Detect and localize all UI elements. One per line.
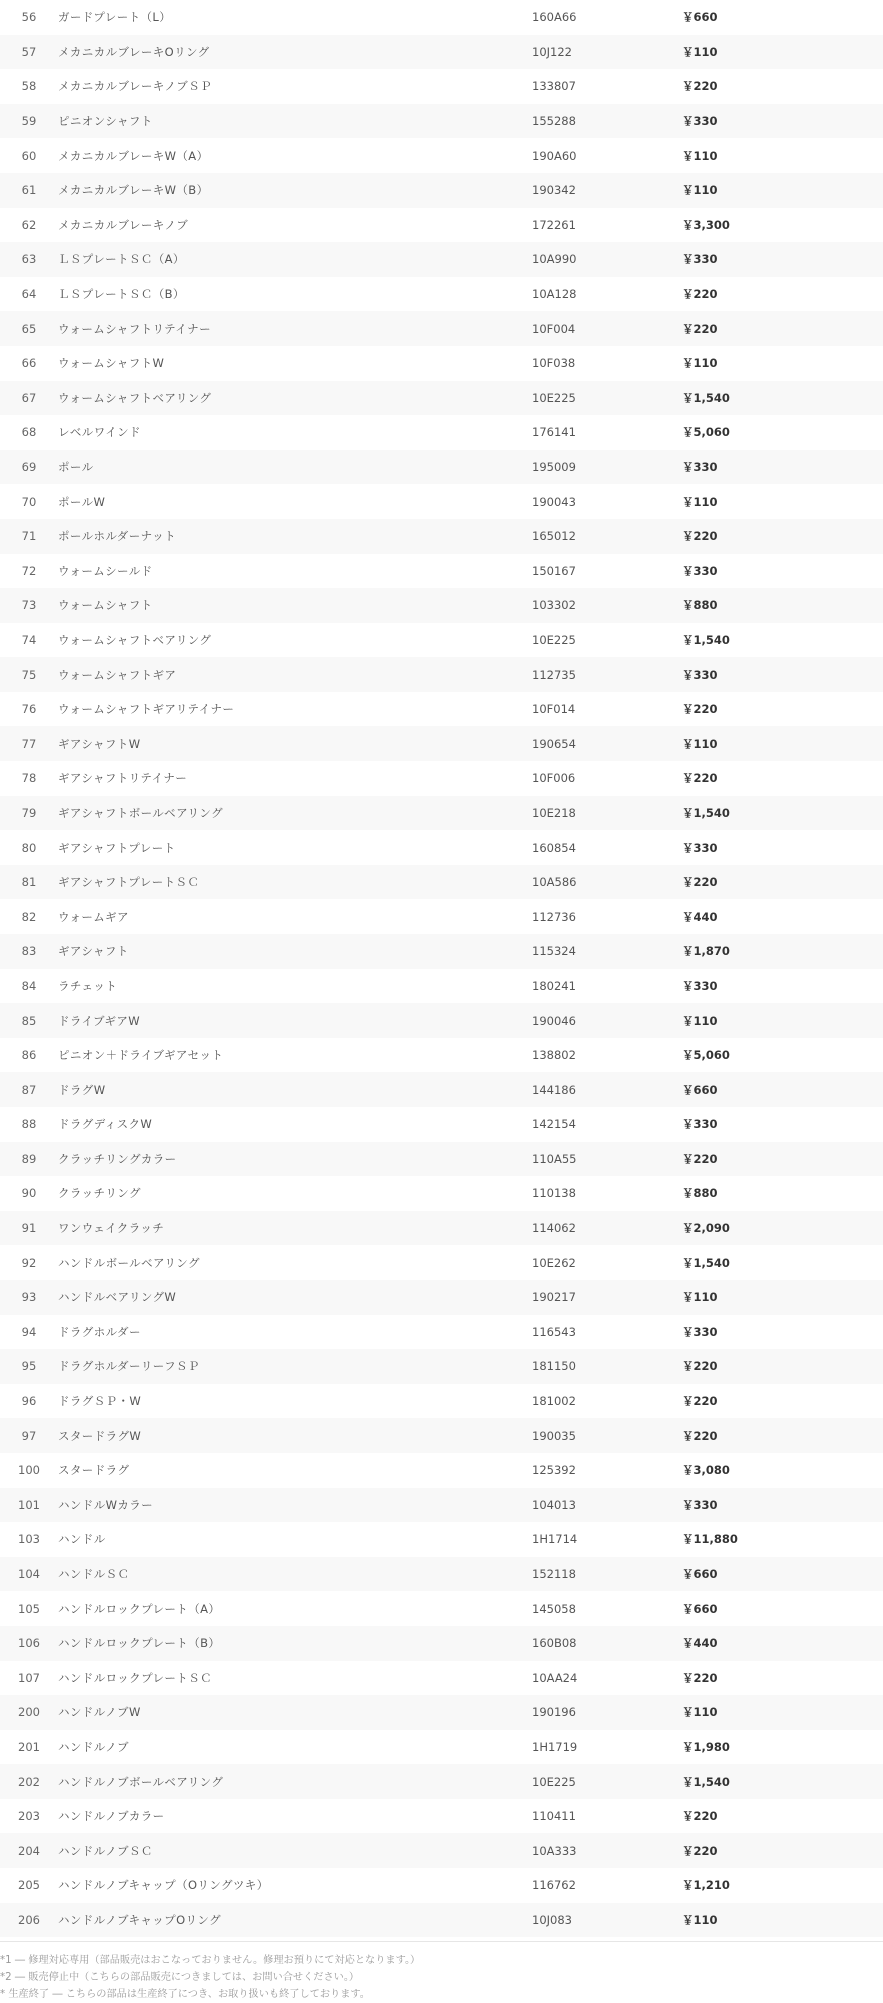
part-name: メカニカルブレーキノブＳＰ <box>58 79 213 94</box>
part-number: 202 <box>18 1774 40 1789</box>
part-price: ￥110 <box>682 356 718 371</box>
table-row <box>0 346 883 381</box>
part-name: ラチェット <box>58 978 118 993</box>
part-name: ポールホルダーナット <box>58 529 177 544</box>
table-row <box>0 104 883 139</box>
part-price: ￥880 <box>682 598 718 613</box>
part-name: ウォームシャフトギア <box>58 667 177 682</box>
footnotes <box>0 1941 883 2003</box>
part-name: ドライブギアW <box>58 1013 141 1028</box>
table-row <box>0 484 883 519</box>
part-number: 93 <box>21 1290 37 1305</box>
part-price: ￥110 <box>682 736 718 751</box>
part-name: ウォームシャフトベアリング <box>58 632 212 647</box>
part-name: メカニカルブレーキW（B） <box>58 183 209 198</box>
part-price: ￥1,540 <box>682 805 730 820</box>
table-row <box>0 381 883 416</box>
part-price: ￥110 <box>682 494 718 509</box>
part-name: メカニカルブレーキノブ <box>58 217 189 232</box>
table-row <box>0 415 883 450</box>
part-number: 74 <box>21 632 37 647</box>
table-row <box>0 311 883 346</box>
part-name: ピニオンシャフト <box>58 114 153 129</box>
part-price: ￥880 <box>682 1186 718 1201</box>
part-name: ハンドルノブボールベアリング <box>58 1774 224 1789</box>
table-row <box>0 657 883 692</box>
part-name: ハンドルWカラー <box>58 1497 154 1512</box>
part-price: ￥220 <box>682 1670 718 1685</box>
table-row <box>0 1730 883 1765</box>
part-number: 107 <box>18 1670 40 1685</box>
part-price: ￥110 <box>682 1705 718 1720</box>
part-name: ギアシャフトW <box>58 736 141 751</box>
part-number: 67 <box>21 390 37 405</box>
table-row <box>0 830 883 865</box>
part-code: 133807 <box>532 79 576 94</box>
part-price: ￥220 <box>682 1809 718 1824</box>
part-code: 190043 <box>532 494 576 509</box>
part-number: 204 <box>18 1843 40 1858</box>
part-name: ピニオン＋ドライブギアセット <box>58 1048 224 1063</box>
part-code: 160B08 <box>532 1636 577 1651</box>
part-number: 84 <box>21 978 37 993</box>
part-code: 190342 <box>532 183 576 198</box>
part-number: 97 <box>21 1428 37 1443</box>
part-code: 125392 <box>532 1463 576 1478</box>
table-row <box>0 1142 883 1177</box>
table-row <box>0 934 883 969</box>
part-number: 200 <box>18 1705 40 1720</box>
table-row <box>0 519 883 554</box>
part-price: ￥220 <box>682 1843 718 1858</box>
part-number: 63 <box>21 252 37 267</box>
part-number: 80 <box>21 840 37 855</box>
table-row <box>0 588 883 623</box>
footnote: *2 ― 販売停止中（こちらの部品販売につきましては、お問い合せください。） <box>0 1972 360 1984</box>
part-number: 69 <box>21 460 37 475</box>
part-code: 10A128 <box>532 287 577 302</box>
part-price: ￥660 <box>682 1601 718 1616</box>
part-code: 165012 <box>532 529 576 544</box>
part-number: 103 <box>18 1532 40 1547</box>
part-price: ￥220 <box>682 771 718 786</box>
part-price: ￥330 <box>682 252 718 267</box>
part-code: 10E225 <box>532 390 576 405</box>
part-number: 88 <box>21 1117 37 1132</box>
part-name: ドラグディスクW <box>58 1117 153 1132</box>
table-row <box>0 865 883 900</box>
part-price: ￥220 <box>682 287 718 302</box>
part-number: 106 <box>18 1636 40 1651</box>
table-row <box>0 554 883 589</box>
table-row <box>0 1591 883 1626</box>
part-price: ￥220 <box>682 875 718 890</box>
part-code: 190A60 <box>532 148 577 163</box>
part-price: ￥1,980 <box>682 1739 730 1754</box>
part-code: 10E218 <box>532 805 576 820</box>
part-name: ポールW <box>58 494 106 509</box>
part-price: ￥220 <box>682 79 718 94</box>
part-price: ￥660 <box>682 1082 718 1097</box>
part-code: 110138 <box>532 1186 576 1201</box>
table-row <box>0 277 883 312</box>
part-number: 77 <box>21 736 37 751</box>
part-price: ￥330 <box>682 1324 718 1339</box>
part-number: 68 <box>21 425 37 440</box>
part-price: ￥330 <box>682 978 718 993</box>
part-name: ウォームギア <box>58 909 129 924</box>
table-row <box>0 1280 883 1315</box>
part-code: 176141 <box>532 425 576 440</box>
part-name: ハンドルノブカラー <box>58 1809 165 1824</box>
part-name: メカニカルブレーキW（A） <box>58 148 209 163</box>
part-name: クラッチリング <box>58 1186 141 1201</box>
part-price: ￥330 <box>682 114 718 129</box>
part-number: 72 <box>21 563 37 578</box>
part-code: 10A990 <box>532 252 577 267</box>
part-name: ギアシャフト <box>58 944 129 959</box>
part-price: ￥330 <box>682 460 718 475</box>
part-price: ￥330 <box>682 840 718 855</box>
part-price: ￥1,540 <box>682 390 730 405</box>
part-number: 61 <box>21 183 37 198</box>
part-price: ￥660 <box>682 10 718 25</box>
part-code: 190035 <box>532 1428 576 1443</box>
part-number: 73 <box>21 598 37 613</box>
part-name: ハンドルロックプレート（B） <box>58 1636 221 1651</box>
table-row <box>0 1626 883 1661</box>
part-code: 190654 <box>532 736 576 751</box>
table-row <box>0 899 883 934</box>
part-code: 112735 <box>532 667 576 682</box>
part-name: ハンドルノブ <box>58 1739 129 1754</box>
table-row <box>0 1833 883 1868</box>
part-name: ハンドルロックプレート（A） <box>58 1601 221 1616</box>
part-name: ハンドルノブW <box>58 1705 141 1720</box>
part-price: ￥330 <box>682 1497 718 1512</box>
table-row <box>0 1661 883 1696</box>
part-code: 172261 <box>532 217 576 232</box>
part-code: 10F004 <box>532 321 576 336</box>
part-number: 91 <box>21 1221 37 1236</box>
part-price: ￥2,090 <box>682 1221 730 1236</box>
table-row <box>0 173 883 208</box>
part-number: 96 <box>21 1394 37 1409</box>
part-number: 59 <box>21 114 37 129</box>
part-code: 160A66 <box>532 10 577 25</box>
part-price: ￥330 <box>682 563 718 578</box>
part-code: 103302 <box>532 598 576 613</box>
part-code: 10J122 <box>532 44 572 59</box>
part-name: ハンドルロックプレートＳＣ <box>58 1670 213 1685</box>
part-code: 110411 <box>532 1809 576 1824</box>
part-number: 78 <box>21 771 37 786</box>
table-row <box>0 1384 883 1419</box>
part-name: ウォームシャフトリテイナー <box>58 321 211 336</box>
part-name: ウォームシールド <box>58 563 153 578</box>
footnote: * 生産終了 ― こちらの部品は生産終了につき、お取り扱いも終了しております。 <box>0 1989 370 2001</box>
table-row <box>0 0 883 35</box>
part-code: 142154 <box>532 1117 576 1132</box>
table-row <box>0 1176 883 1211</box>
part-name: ウォームシャフトW <box>58 356 165 371</box>
part-code: 116543 <box>532 1324 576 1339</box>
table-row <box>0 1315 883 1350</box>
part-code: 145058 <box>532 1601 576 1616</box>
table-row <box>0 35 883 70</box>
part-number: 65 <box>21 321 37 336</box>
part-price: ￥3,080 <box>682 1463 730 1478</box>
part-number: 76 <box>21 702 37 717</box>
part-code: 10F006 <box>532 771 576 786</box>
table-row <box>0 796 883 831</box>
part-price: ￥220 <box>682 321 718 336</box>
table-row <box>0 1349 883 1384</box>
part-price: ￥220 <box>682 1151 718 1166</box>
part-name: ワンウェイクラッチ <box>58 1221 165 1236</box>
part-name: メカニカルブレーキOリング <box>58 44 210 59</box>
part-price: ￥220 <box>682 1359 718 1374</box>
part-number: 56 <box>21 10 37 25</box>
table-row <box>0 1245 883 1280</box>
part-price: ￥1,540 <box>682 632 730 647</box>
part-code: 116762 <box>532 1878 576 1893</box>
part-name: ドラグホルダー <box>58 1324 141 1339</box>
table-row <box>0 1211 883 1246</box>
table-row <box>0 1488 883 1523</box>
part-number: 66 <box>21 356 37 371</box>
part-code: 10A333 <box>532 1843 577 1858</box>
part-code: 160854 <box>532 840 576 855</box>
part-price: ￥110 <box>682 1912 718 1927</box>
part-code: 181002 <box>532 1394 576 1409</box>
part-price: ￥110 <box>682 44 718 59</box>
part-number: 203 <box>18 1809 40 1824</box>
part-code: 180241 <box>532 978 576 993</box>
part-code: 10F014 <box>532 702 576 717</box>
part-name: ハンドルボールベアリング <box>58 1255 200 1270</box>
table-row <box>0 1903 883 1938</box>
table-row <box>0 1107 883 1142</box>
part-code: 1H1714 <box>532 1532 578 1547</box>
part-number: 90 <box>21 1186 37 1201</box>
table-row <box>0 726 883 761</box>
part-code: 10E225 <box>532 632 576 647</box>
part-number: 82 <box>21 909 37 924</box>
part-number: 205 <box>18 1878 40 1893</box>
part-price: ￥11,880 <box>682 1532 738 1547</box>
part-price: ￥330 <box>682 1117 718 1132</box>
part-code: 138802 <box>532 1048 576 1063</box>
part-number: 64 <box>21 287 37 302</box>
part-number: 94 <box>21 1324 37 1339</box>
part-name: ウォームシャフト <box>58 598 153 613</box>
part-code: 1H1719 <box>532 1739 578 1754</box>
part-name: ウォームシャフトベアリング <box>58 390 212 405</box>
table-row <box>0 969 883 1004</box>
part-code: 190046 <box>532 1013 576 1028</box>
part-number: 83 <box>21 944 37 959</box>
part-number: 87 <box>21 1082 37 1097</box>
part-name: レベルワインド <box>58 425 141 440</box>
part-code: 190217 <box>532 1290 576 1305</box>
part-code: 10E262 <box>532 1255 576 1270</box>
part-number: 201 <box>18 1739 40 1754</box>
table-row <box>0 208 883 243</box>
part-number: 104 <box>18 1567 40 1582</box>
part-number: 206 <box>18 1912 40 1927</box>
part-number: 81 <box>21 875 37 890</box>
table-row <box>0 1695 883 1730</box>
part-name: ハンドルベアリングW <box>58 1290 177 1305</box>
part-number: 62 <box>21 217 37 232</box>
table-row <box>0 242 883 277</box>
part-code: 195009 <box>532 460 576 475</box>
part-name: ポール <box>58 460 94 475</box>
table-row <box>0 1868 883 1903</box>
part-name: ＬＳプレートＳＣ（A） <box>58 252 185 267</box>
part-name: ハンドルノブＳＣ <box>58 1843 153 1858</box>
table-row <box>0 1453 883 1488</box>
table-row <box>0 138 883 173</box>
part-price: ￥330 <box>682 667 718 682</box>
part-number: 86 <box>21 1048 37 1063</box>
part-number: 71 <box>21 529 37 544</box>
part-name: ウォームシャフトギアリテイナー <box>58 702 235 717</box>
part-price: ￥1,540 <box>682 1774 730 1789</box>
part-number: 58 <box>21 79 37 94</box>
part-number: 60 <box>21 148 37 163</box>
table-row <box>0 1003 883 1038</box>
part-number: 70 <box>21 494 37 509</box>
part-name: ハンドルＳＣ <box>58 1567 130 1582</box>
part-code: 114062 <box>532 1221 576 1236</box>
table-row <box>0 1764 883 1799</box>
part-code: 150167 <box>532 563 576 578</box>
part-price: ￥110 <box>682 183 718 198</box>
part-number: 105 <box>18 1601 40 1616</box>
part-name: スタードラグ <box>58 1463 130 1478</box>
part-number: 79 <box>21 805 37 820</box>
part-price: ￥1,870 <box>682 944 730 959</box>
part-code: 181150 <box>532 1359 576 1374</box>
part-code: 10AA24 <box>532 1670 578 1685</box>
part-code: 190196 <box>532 1705 576 1720</box>
part-price: ￥110 <box>682 148 718 163</box>
part-code: 10A586 <box>532 875 577 890</box>
part-name: ギアシャフトボールベアリング <box>58 805 223 820</box>
part-code: 10F038 <box>532 356 576 371</box>
table-row <box>0 1072 883 1107</box>
part-name: ギアシャフトプレート <box>58 840 176 855</box>
part-name: クラッチリングカラー <box>58 1151 177 1166</box>
part-price: ￥220 <box>682 702 718 717</box>
part-name: ドラグW <box>58 1082 106 1097</box>
table-row <box>0 1418 883 1453</box>
part-price: ￥110 <box>682 1013 718 1028</box>
part-price: ￥220 <box>682 1428 718 1443</box>
part-name: ＬＳプレートＳＣ（B） <box>58 287 185 302</box>
part-number: 100 <box>18 1463 40 1478</box>
part-price: ￥5,060 <box>682 425 730 440</box>
part-code: 10E225 <box>532 1774 576 1789</box>
table-row <box>0 1799 883 1834</box>
part-price: ￥5,060 <box>682 1048 730 1063</box>
part-price: ￥3,300 <box>682 217 730 232</box>
part-code: 104013 <box>532 1497 576 1512</box>
part-price: ￥1,540 <box>682 1255 730 1270</box>
part-code: 110A55 <box>532 1151 577 1166</box>
part-price: ￥660 <box>682 1567 718 1582</box>
part-number: 92 <box>21 1255 37 1270</box>
part-number: 95 <box>21 1359 37 1374</box>
part-code: 152118 <box>532 1567 576 1582</box>
part-code: 144186 <box>532 1082 576 1097</box>
part-name: スタードラグW <box>58 1428 142 1443</box>
part-price: ￥220 <box>682 1394 718 1409</box>
part-name: ハンドルノブキャップ（Oリングツキ） <box>58 1878 269 1893</box>
table-row <box>0 761 883 796</box>
part-name: ハンドル <box>58 1532 106 1547</box>
part-code: 155288 <box>532 114 576 129</box>
part-price: ￥1,210 <box>682 1878 730 1893</box>
part-number: 101 <box>18 1497 40 1512</box>
part-price: ￥440 <box>682 1636 718 1651</box>
part-name: ドラグホルダーリーフＳＰ <box>58 1359 200 1374</box>
part-name: ギアシャフトプレートＳＣ <box>58 875 200 890</box>
part-code: 10J083 <box>532 1912 572 1927</box>
part-number: 75 <box>21 667 37 682</box>
part-name: ドラグＳＰ・W <box>58 1394 142 1409</box>
footnote: *1 ― 修理対応専用（部品販売はおこなっておりません。修理お預りにて対応となります。） <box>0 1955 421 1967</box>
part-name: ギアシャフトリテイナー <box>58 771 188 786</box>
table-row <box>0 450 883 485</box>
part-price: ￥110 <box>682 1290 718 1305</box>
part-code: 112736 <box>532 909 576 924</box>
part-number: 85 <box>21 1013 37 1028</box>
table-row <box>0 1557 883 1592</box>
part-name: ガードプレート（L） <box>58 10 172 25</box>
part-number: 57 <box>21 44 37 59</box>
table-row <box>0 69 883 104</box>
part-price: ￥220 <box>682 529 718 544</box>
table-row <box>0 692 883 727</box>
table-row <box>0 1038 883 1073</box>
table-row <box>0 623 883 658</box>
part-code: 115324 <box>532 944 576 959</box>
part-price: ￥440 <box>682 909 718 924</box>
part-number: 89 <box>21 1151 37 1166</box>
table-row <box>0 1522 883 1557</box>
part-name: ハンドルノブキャップOリング <box>58 1912 222 1927</box>
